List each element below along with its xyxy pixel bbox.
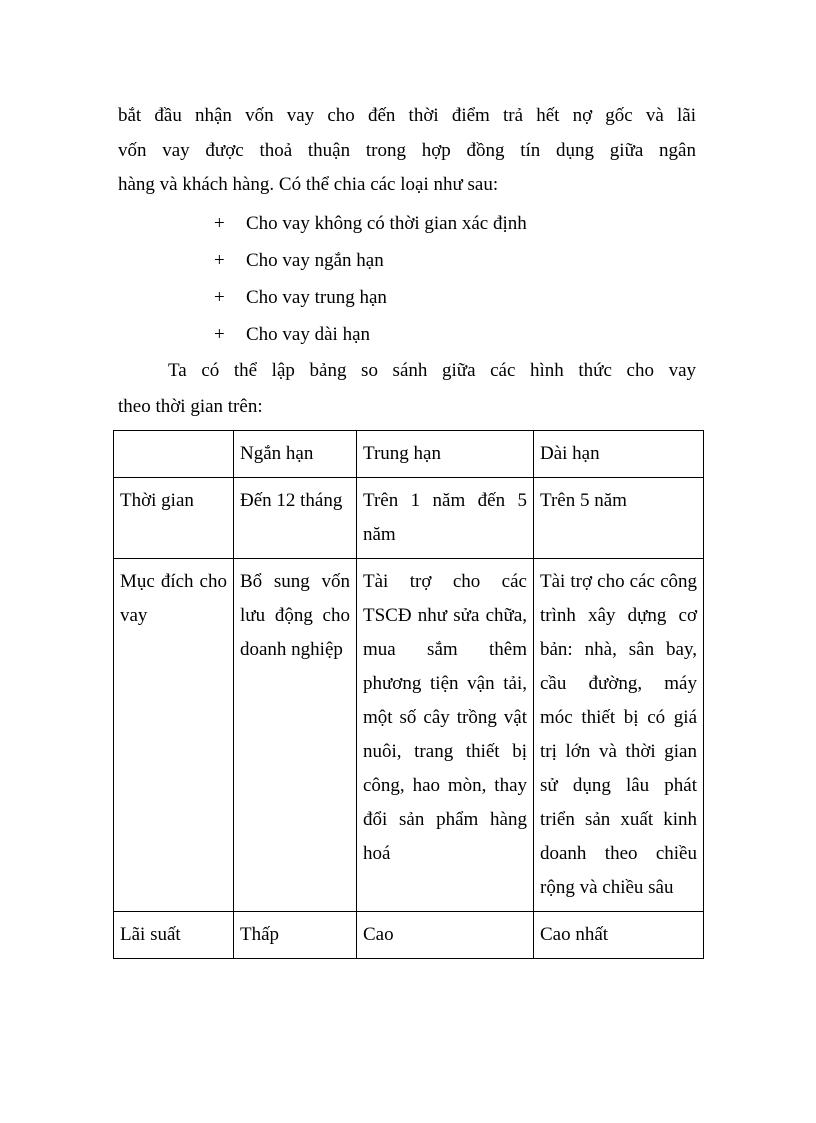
table-row [114, 478, 704, 559]
paragraph-line: vốn vay được thoả thuận trong hợp đồng tín dụng giữa ngân [118, 140, 696, 161]
table-cell: Đến 12 tháng [234, 478, 357, 559]
list-item-text: Cho vay dài hạn [246, 324, 371, 345]
table-cell: Cao nhất [534, 912, 704, 959]
bullet-marker: + [214, 250, 225, 271]
list-item-text: Cho vay không có thời gian xác định [246, 213, 527, 234]
table-row [114, 559, 704, 912]
paragraph-line: Ta có thể lập bảng so sánh giữa các hình thức cho vay [168, 360, 696, 381]
table-cell: Lãi suất [114, 912, 234, 959]
paragraph-line: theo thời gian trên: [118, 396, 263, 417]
bullet-marker: + [214, 287, 225, 308]
list-item [214, 205, 527, 242]
list-item [214, 316, 527, 353]
bullet-marker: + [214, 324, 225, 345]
list-item-text: Cho vay trung hạn [246, 287, 387, 308]
table-cell: Thời gian [114, 478, 234, 559]
bullet-marker: + [214, 213, 225, 234]
list-item [214, 279, 527, 316]
table-cell: Bổ sung vốn lưu động cho doanh nghiệp [234, 559, 357, 912]
paragraph-line: bắt đầu nhận vốn vay cho đến thời điểm trả hết nợ gốc và lãi [118, 105, 696, 126]
table-cell: Mục đích cho vay [114, 559, 234, 912]
table-cell: Trên 5 năm [534, 478, 704, 559]
table-header-cell: Ngắn hạn [234, 431, 357, 478]
table-header-cell [114, 431, 234, 478]
table-cell: Tài trợ cho các công trình xây dựng cơ bản: nhà, sân bay, cầu đường, máy móc thiết bị có giá trị lớn và thời gian sử dụng lâu phát triển sản xuất kinh doanh theo chiều rộng và chiều sâu [534, 559, 704, 912]
loan-type-list [214, 205, 527, 353]
table-header-cell: Dài hạn [534, 431, 704, 478]
table-cell: Thấp [234, 912, 357, 959]
table-row [114, 912, 704, 959]
list-item [214, 242, 527, 279]
paragraph-line: hàng và khách hàng. Có thể chia các loại như sau: [118, 174, 499, 195]
table-header-row [114, 431, 704, 478]
loan-comparison-table [113, 430, 704, 959]
table-cell: Trên 1 năm đến 5 năm [357, 478, 534, 559]
table-cell: Cao [357, 912, 534, 959]
table-header-cell: Trung hạn [357, 431, 534, 478]
table-cell: Tài trợ cho các TSCĐ như sửa chữa, mua sắm thêm phương tiện vận tải, một số cây trồng vật nuôi, trang thiết bị công, hao mòn, thay đổi sản phẩm hàng hoá [357, 559, 534, 912]
list-item-text: Cho vay ngắn hạn [246, 250, 384, 271]
